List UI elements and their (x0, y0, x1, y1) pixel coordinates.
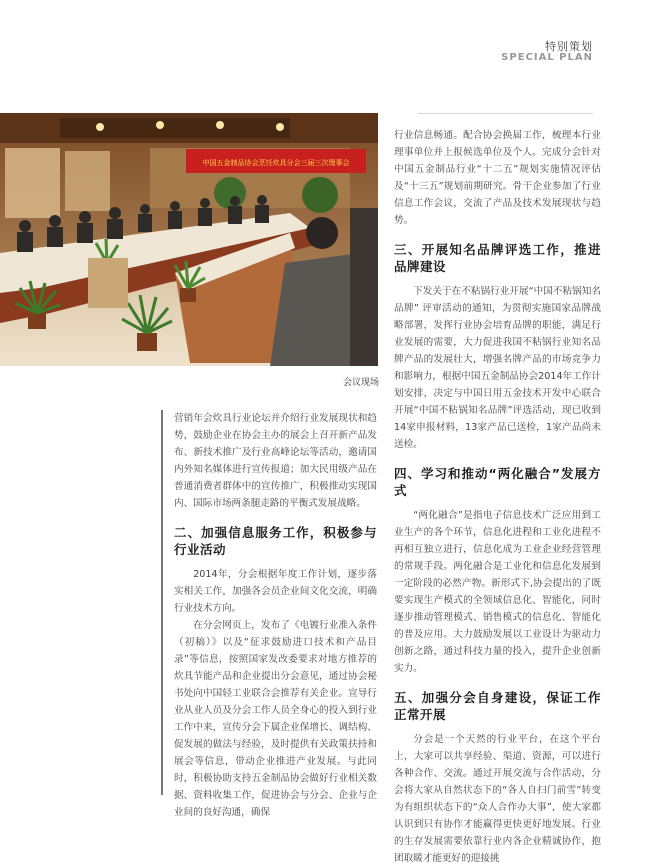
photo-banner-text: 中国五金制品协会烹饪炊具分会三届三次理事会 (202, 159, 350, 167)
section-heading: 二、加强信息服务工作，积极参与行业活动 (174, 525, 377, 557)
left-column-bar (161, 410, 163, 795)
section-heading: 三、开展知名品牌评选工作，推进品牌建设 (394, 242, 601, 274)
section-label-en: SPECIAL PLAN (501, 52, 593, 63)
paragraph: 行业信息畅通。配合协会换届工作，梳理本行业理事单位并上报候选单位及个人。完成分会针对中国五金制品行业“十二五”规划实施情况评估及“十三五”规划前期研究。骨干企业参加了行业信息工作会议，交流了产品及技术发展现状与趋势。 (394, 130, 601, 226)
paragraph: 2014年，分会根据年度工作计划，逐步落实相关工作，加强各会员企业间文化交流，明确行业技术方向。 (174, 569, 377, 614)
paragraph: 营销年会炊具行业论坛并介绍行业发展现状和趋势，鼓励企业在协会主办的展会上召开新产品发布、新技术推广及行业高峰论坛等活动，邀请国内外知名媒体进行宣传报道；加大民用级产品在普通消费者群体中的宣传推广，积极推动实现国内、国际市场两条腿走路的平衡式发展战略。 (174, 413, 377, 509)
photo-caption: 会议现场 (343, 378, 380, 388)
left-column (174, 410, 377, 821)
section-heading: 四、学习和推动“两化融合”发展方式 (394, 466, 601, 498)
paragraph: 分会是一个天然的行业平台，在这个平台上，大家可以共享经验、渠道、资源，可以进行各种合作、交流。通过开展交流与合作活动，分会将大家从自然状态下的“各人自扫门前雪”转变为有组织状态下的“众人合作办大事”，使大家都认识到只有协作才能赢得更快更好地发展。行业的生存发展需要依靠行业内各企业精诚协作，抱团取暖才能更好的迎接挑 (394, 734, 601, 864)
paragraph: 在分会网页上，发布了《电镀行业准入条件（初稿）》以及“征求鼓励进口技术和产品目录”等信息，按照国家发改委要求对地方推荐的炊具节能产品和企业提出分会意见，通过协会秘书处向中国轻工业联合会推荐有关企业。宣导行业从业人员及分会工作人员全身心的投入到行业工作中来，宣传分会下属企业保增长、调结构、促发展的做法与经验，及时提供有关政策扶持和展会等信息，带动企业推进产业发展。与此同时，积极协助支持五金制品协会做好行业相关数据、资料收集工作，促进协会与分会、企业与企业间的良好沟通，确保 (174, 620, 377, 818)
section-label-cn: 特别策划 (545, 40, 593, 53)
section-heading: 五、加强分会自身建设，保证工作正常开展 (394, 690, 601, 722)
paragraph: “两化融合”是指电子信息技术广泛应用到工业生产的各个环节，信息化进程和工业化进程不再相互独立进行，信息化成为工业企业经营管理的常规手段。两化融合是工业化和信息化发展到一定阶段的必然产物。新形式下,协会提出的了既要实现生产模式的全领域信息化、智能化，同时逐步推动管理模式、销售模式的信息化、智能化的普及应用。大力鼓励发展以工业设计为驱动力创新之路，通过科技力量的投入，提升企业创新实力。 (394, 510, 601, 674)
right-column (394, 127, 601, 867)
paragraph: 下发关于在不粘锅行业开展“中国不粘锅知名品牌” 评审活动的通知，为贯彻实施国家品牌战略部署，发挥行业协会培育品牌的职能，满足行业发展的需要，大力促进我国不粘锅行业知名品牌产品的发展壮大，增强名牌产品的市场竞争力和影响力，根据中国五金制品协会2014年工作计划安排，决定与中国日用五金技术开发中心联合开展“中国不粘锅知名品牌”评选活动，现已收到14家申报材料，13家产品已送检，1家产品尚未送检。 (394, 286, 601, 450)
meeting-photo (0, 113, 378, 366)
header-rule (418, 113, 593, 114)
